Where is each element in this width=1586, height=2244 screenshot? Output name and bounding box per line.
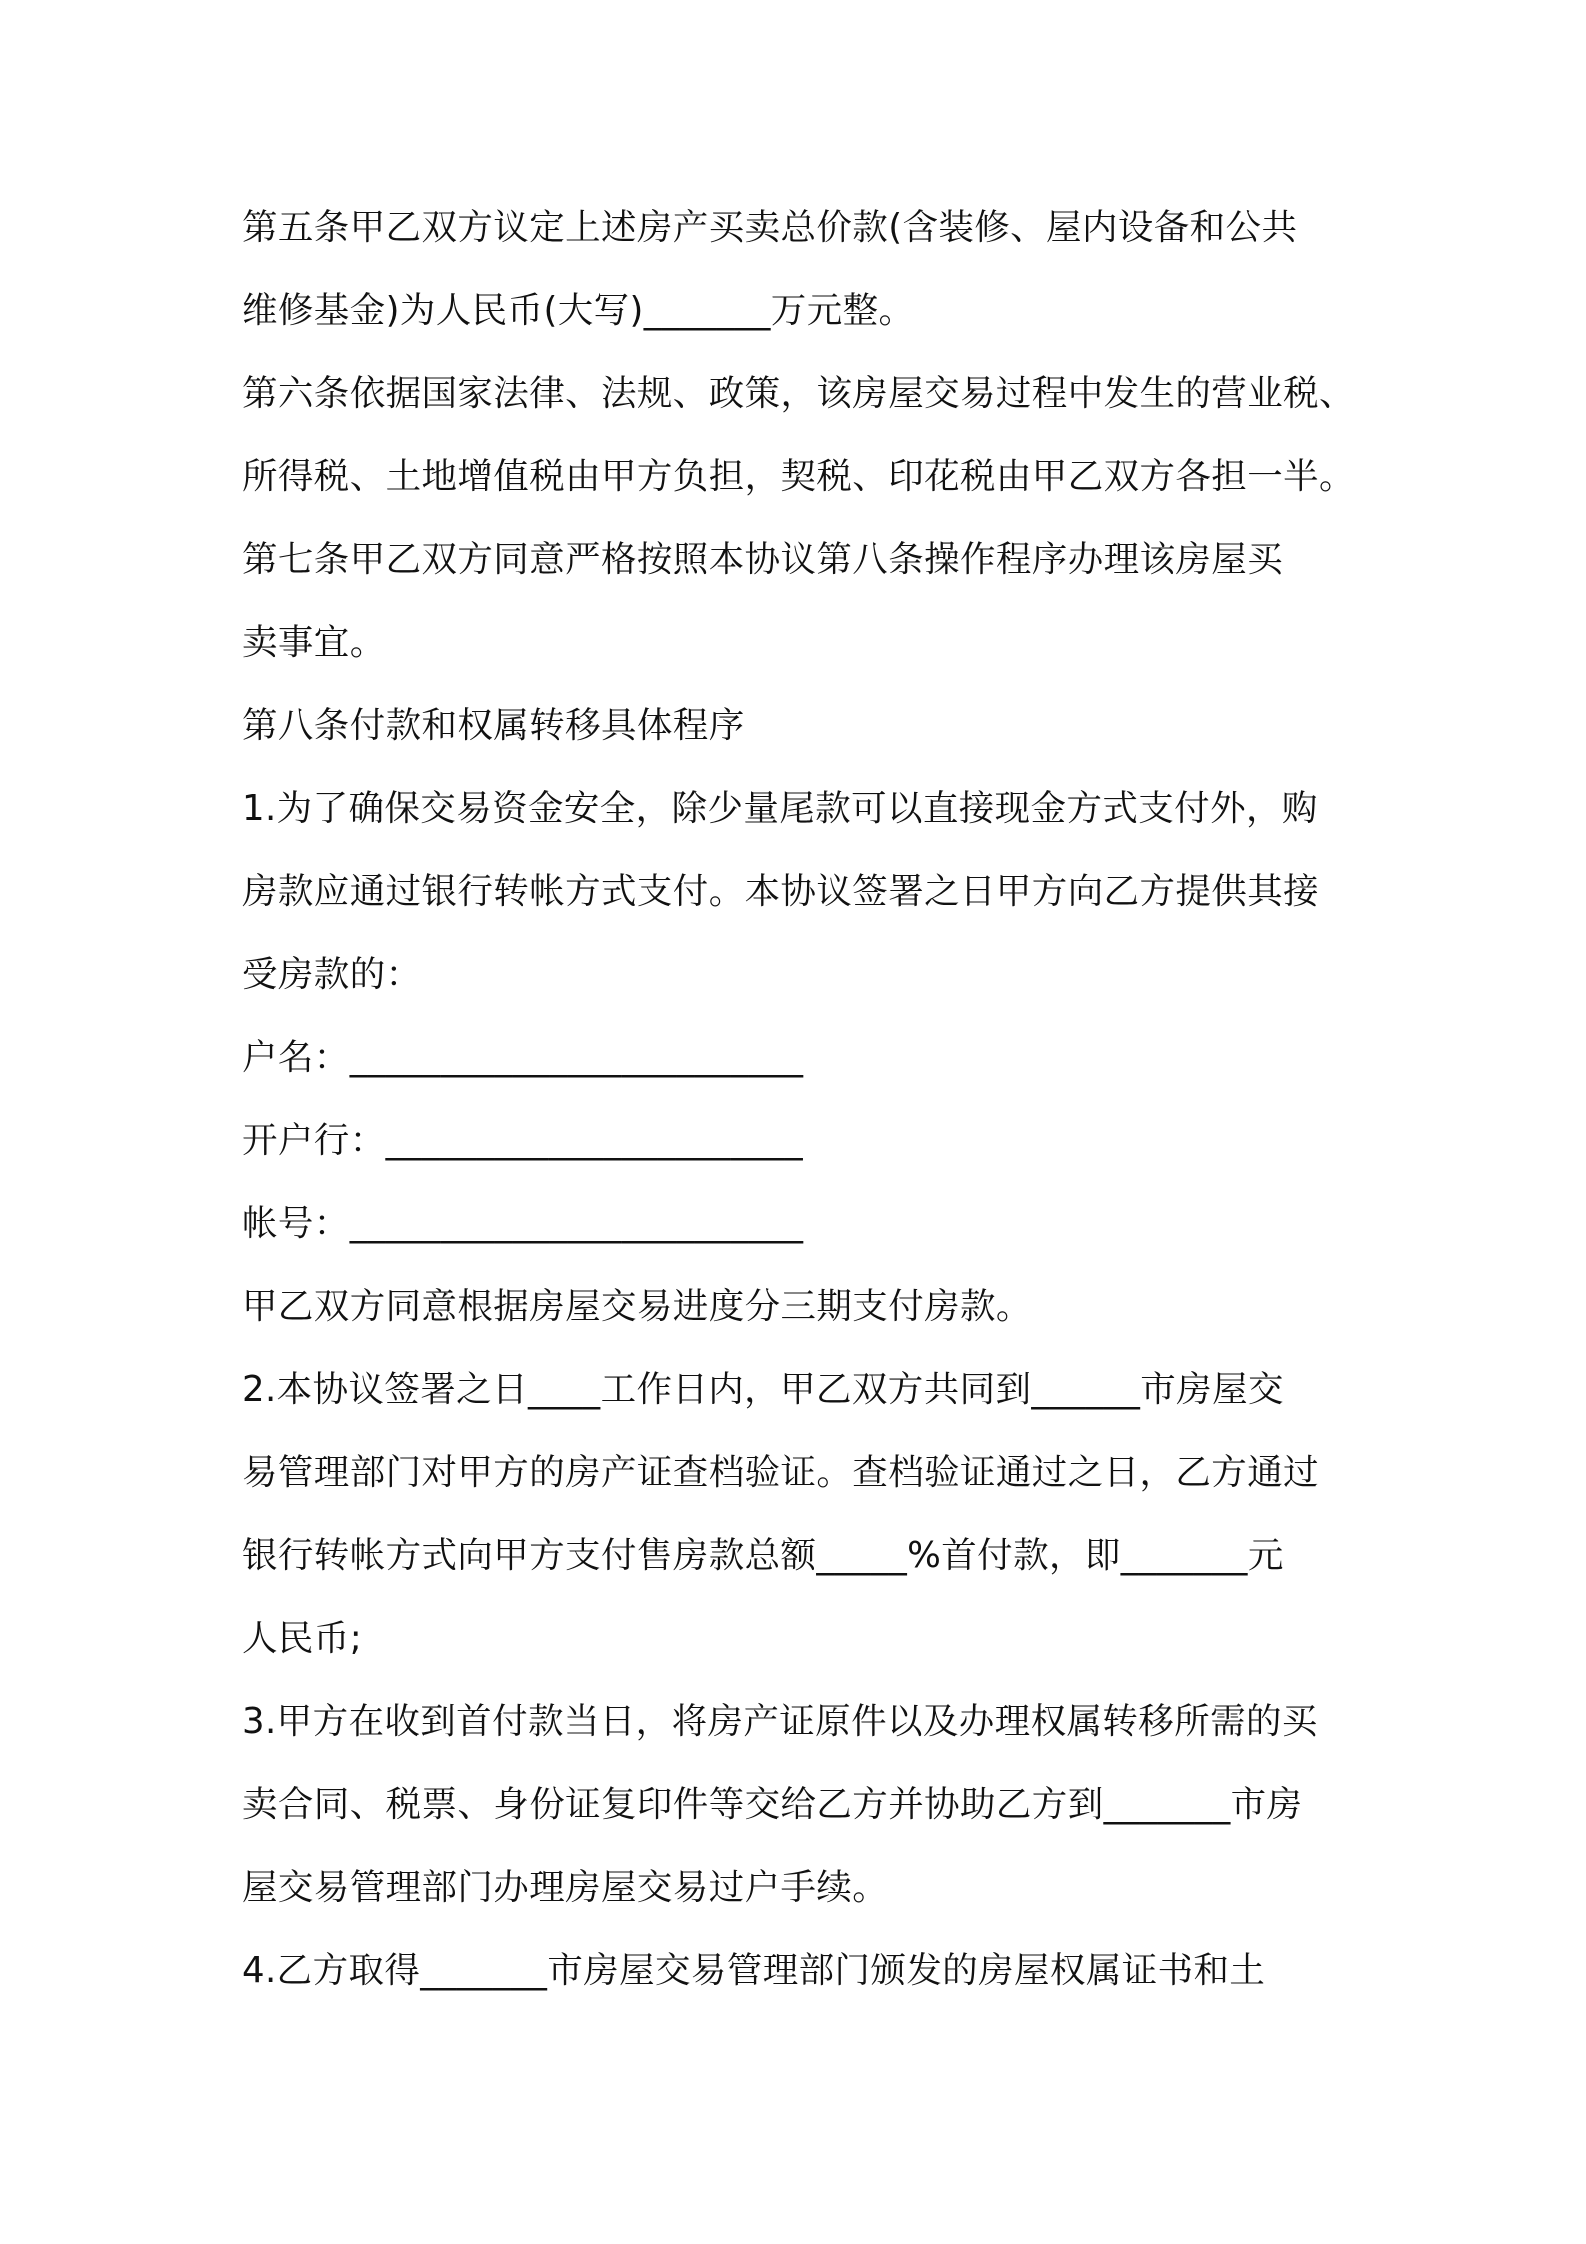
account-number-field: 帐号：_________________________ (242, 1203, 804, 1244)
clause-7-line-2: 卖事宜。 (242, 622, 386, 663)
clause-5-line-2: 维修基金)为人民币(大写)_______万元整。 (242, 290, 915, 331)
item-4-line-1: 4.乙方取得_______市房屋交易管理部门颁发的房屋权属证书和土 (242, 1950, 1266, 1991)
clause-5-line-1: 第五条甲乙双方议定上述房产买卖总价款(含装修、屋内设备和公共 (242, 207, 1298, 248)
clause-8-heading: 第八条付款和权属转移具体程序 (242, 705, 745, 746)
item-1-line-1: 1.为了确保交易资金安全，除少量尾款可以直接现金方式支付外，购 (242, 788, 1318, 829)
document-body (242, 200, 1367, 2026)
account-name-field: 户名：_________________________ (242, 1037, 804, 1078)
bank-field: 开户行：_______________________ (242, 1120, 804, 1161)
clause-7-line-1: 第七条甲乙双方同意严格按照本协议第八条操作程序办理该房屋买 (242, 539, 1284, 580)
item-3-line-3: 屋交易管理部门办理房屋交易过户手续。 (242, 1867, 889, 1908)
item-2-line-1: 2.本协议签署之日____工作日内，甲乙双方共同到______市房屋交 (242, 1369, 1284, 1410)
clause-6-line-1: 第六条依据国家法律、法规、政策，该房屋交易过程中发生的营业税、 (242, 373, 1355, 414)
payment-phases-line: 甲乙双方同意根据房屋交易进度分三期支付房款。 (242, 1286, 1032, 1327)
item-2-line-3: 银行转帐方式向甲方支付售房款总额_____%首付款，即_______元 (242, 1535, 1284, 1576)
item-3-line-2: 卖合同、税票、身份证复印件等交给乙方并协助乙方到_______市房 (242, 1784, 1303, 1825)
item-1-line-2: 房款应通过银行转帐方式支付。本协议签署之日甲方向乙方提供其接 (242, 871, 1320, 912)
clause-6-line-2: 所得税、土地增值税由甲方负担，契税、印花税由甲乙双方各担一半。 (242, 456, 1355, 497)
item-2-line-4: 人民币; (242, 1618, 363, 1659)
item-1-line-3: 受房款的： (242, 954, 422, 995)
item-3-line-1: 3.甲方在收到首付款当日，将房产证原件以及办理权属转移所需的买 (242, 1701, 1318, 1742)
item-2-line-2: 易管理部门对甲方的房产证查档验证。查档验证通过之日，乙方通过 (242, 1452, 1320, 1493)
